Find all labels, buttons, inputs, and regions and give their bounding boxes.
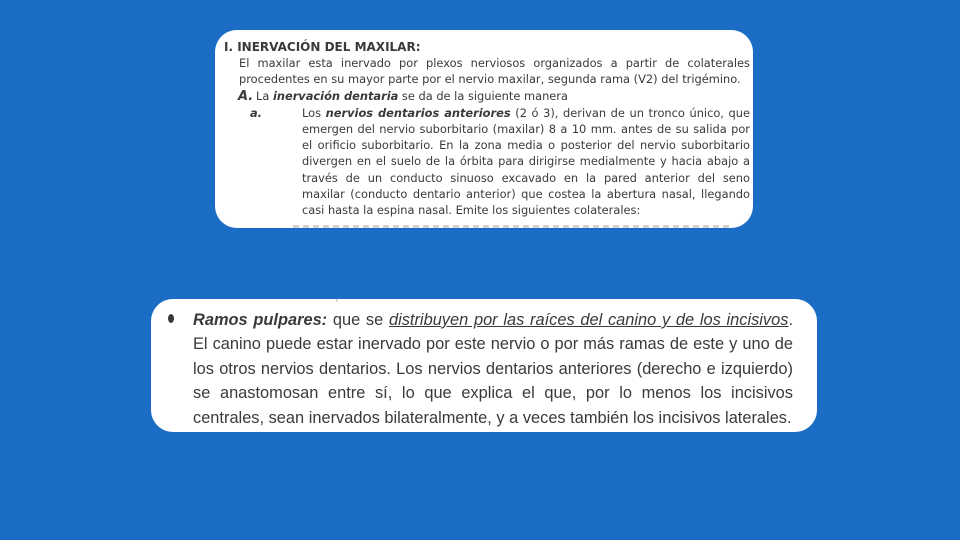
item-body [302,105,750,218]
bullet-paragraph [193,308,793,430]
bottom-text-card [151,299,817,432]
item-text-pre: Los [302,105,326,120]
subsection-text-post: se da de la siguiente manera [398,88,568,103]
intro-paragraph: El maxilar esta inervado por plexos nerviosos organizados a partir de colaterales procedentes en su mayor parte por el nervio maxilar, segunda rama (V2) del trigémino. [239,56,750,87]
item-text-bold: nervios dentarios anteriores [325,105,511,120]
bullet-underlined-text: distribuyen por las raíces del canino y de los incisivos [388,311,789,329]
subsection-text-bold: inervación dentaria [272,88,399,103]
crop-mark [336,299,338,302]
item-text-post: (2 ó 3), derivan de un tronco único, que emergen del nervio suborbitario (maxilar) 8 a 10 mm. antes de su salida por el orificio suborbitario. En la zona media o posterior del nervio suborbitario divergen en el suelo de la órbita para dirigirse medialmente y hacia abajo a través de un conducto sinuoso excavado en la pared anterior del seno maxilar (conducto dentario anterior) que costea la abertura nasal, llegando casi hasta la espina nasal. Emite los siguientes colaterales: [302,105,750,218]
bullet-title: Ramos pulpares: [193,311,328,329]
subsection-line [238,88,750,105]
item-letter: a. [250,105,263,120]
top-text-card [215,30,753,228]
list-item [250,105,750,218]
bullet-text-1: que se [327,311,389,329]
bullet-text-2: . El canino puede estar inervado por este nervio o por más ramas de este y uno de los otros nervios dentarios. Los nervios dentarios anteriores (derecho e izquierdo) se anastomosan entre sí, lo que explica el que, por lo menos los incisivos centrales, sean inervados bilateralmente, y a veces también los incisivos laterales. [193,311,794,427]
subsection-letter: A. [238,88,254,104]
cropped-text-edge [293,225,733,228]
bullet-icon [168,314,174,323]
top-card-content [223,39,750,218]
subsection-text-pre: La [256,88,273,103]
section-heading: I. INERVACIÓN DEL MAXILAR: [224,40,421,54]
